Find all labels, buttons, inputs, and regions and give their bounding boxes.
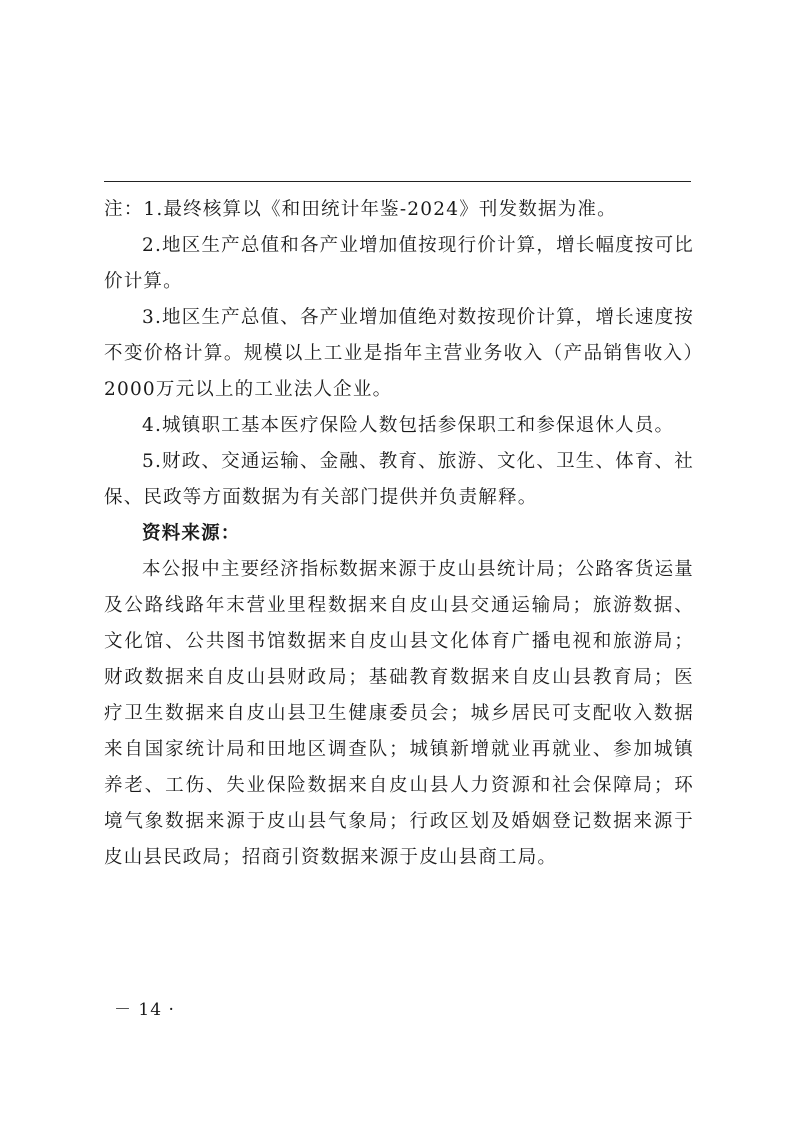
note-text-1: 1.最终核算以《和田统计年鉴-2024》刊发数据为准。 [143,199,617,220]
page-content [104,192,694,876]
note-item-1 [104,192,694,228]
note-item-2: 2.地区生产总值和各产业增加值按现行价计算，增长幅度按可比价计算。 [104,235,694,292]
footnote-divider [104,181,691,182]
page-number: － 14 · [114,1000,175,1020]
note-item-5: 5.财政、交通运输、金融、教育、旅游、文化、卫生、体育、社保、民政等方面数据为有关部门提供并负责解释。 [104,451,694,508]
note-item-3: 3.地区生产总值、各产业增加值绝对数按现价计算，增长速度按不变价格计算。规模以上工业是指年主营业务收入（产品销售收入）2000万元以上的工业法人企业。 [104,307,694,400]
sources-body: 本公报中主要经济指标数据来源于皮山县统计局；公路客货运量及公路线路年末营业里程数据来自皮山县交通运输局；旅游数据、文化馆、公共图书馆数据来自皮山县文化体育广播电视和旅游局；财政数据来自皮山县财政局；基础教育数据来自皮山县教育局；医疗卫生数据来自皮山县卫生健康委员会；城乡居民可支配收入数据来自国家统计局和田地区调查队；城镇新增就业再就业、参加城镇养老、工伤、失业保险数据来自皮山县人力资源和社会保障局；环境气象数据来源于皮山县气象局；行政区划及婚姻登记数据来源于皮山县民政局；招商引资数据来源于皮山县商工局。 [104,559,694,868]
notes-prefix: 注： [104,199,144,220]
note-item-4: 4.城镇职工基本医疗保险人数包括参保职工和参保退休人员。 [142,415,675,436]
sources-heading: 资料来源： [142,523,241,544]
